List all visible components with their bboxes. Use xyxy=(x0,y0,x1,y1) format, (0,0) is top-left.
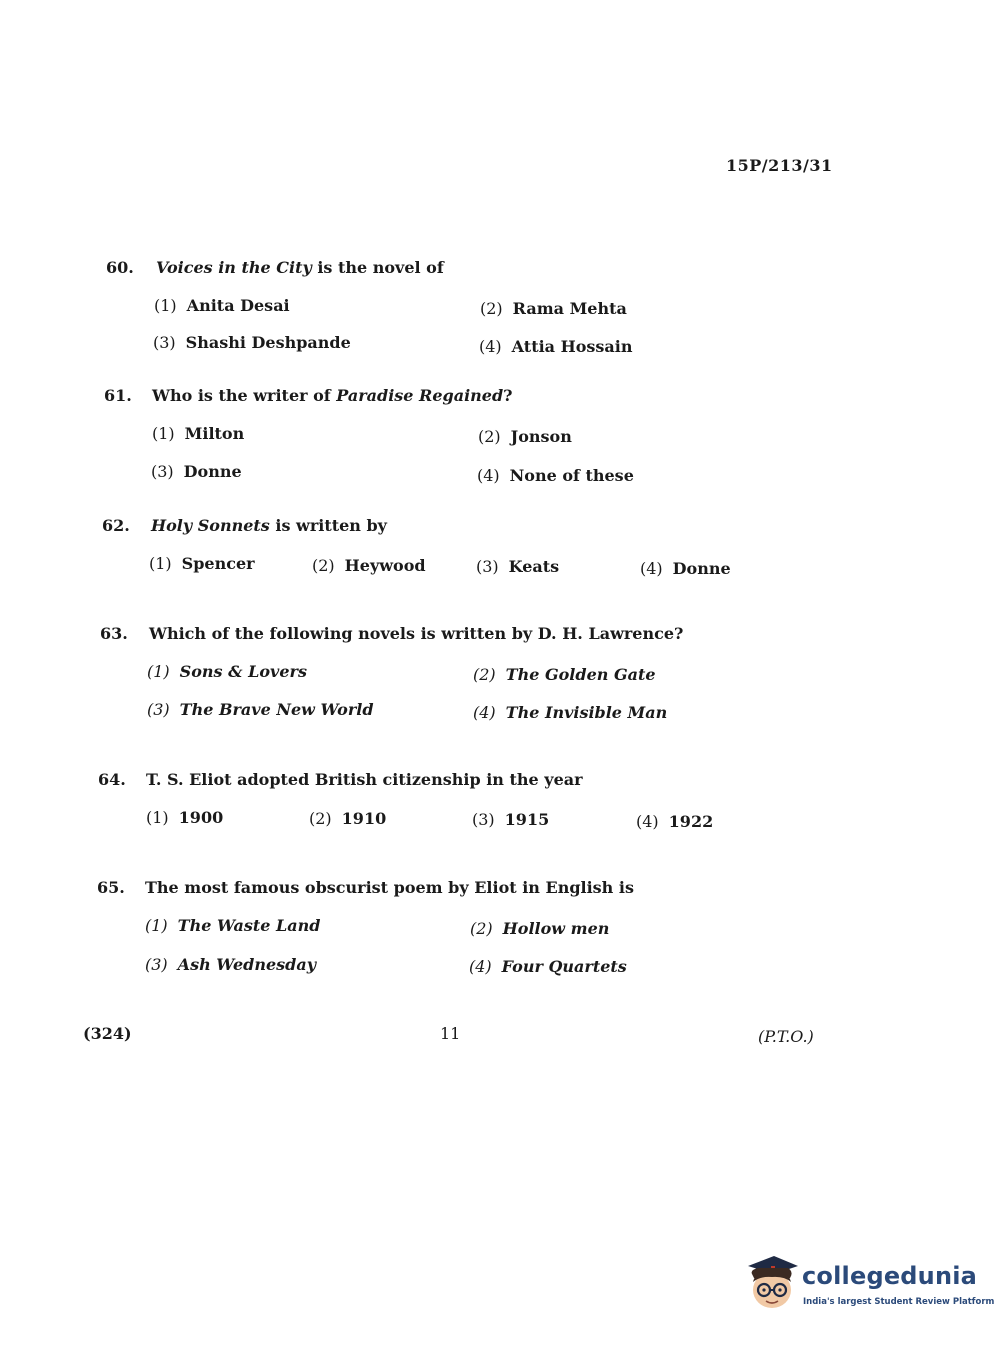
option-text: Hollow men xyxy=(502,919,610,938)
option xyxy=(154,296,290,315)
option xyxy=(153,333,351,352)
option xyxy=(478,427,572,446)
question-number: 64. xyxy=(98,770,126,789)
question-number: 60. xyxy=(106,258,134,277)
question-number: 63. xyxy=(100,624,128,643)
mascot-icon xyxy=(744,1252,800,1314)
option-text: 1900 xyxy=(178,808,224,827)
option-number: (2) xyxy=(312,556,335,575)
question-text-head: Who is the writer of xyxy=(152,386,337,405)
question-text: Which of the following novels is written by D. H. Lawrence? xyxy=(149,624,684,643)
option-text: Four Quartets xyxy=(501,957,627,976)
question-title-italic: Voices in the City xyxy=(156,258,312,277)
option-text: The Invisible Man xyxy=(505,703,668,722)
option xyxy=(479,337,632,356)
option-text: Anita Desai xyxy=(186,296,290,315)
option-number: (3) xyxy=(476,557,499,576)
option xyxy=(470,919,609,938)
question-text-tail: is written by xyxy=(269,516,387,535)
option xyxy=(473,665,656,684)
option-number: (4) xyxy=(479,337,502,356)
option xyxy=(145,916,321,935)
option xyxy=(147,700,374,719)
option xyxy=(477,466,634,485)
question-text: T. S. Eliot adopted British citizenship in the year xyxy=(146,770,583,789)
option-text: Rama Mehta xyxy=(512,299,627,318)
option xyxy=(476,557,559,576)
option-number: (3) xyxy=(151,462,174,481)
question-number: 62. xyxy=(102,516,130,535)
booklet-code: (324) xyxy=(83,1024,132,1043)
option xyxy=(469,957,627,976)
option-number: (2) xyxy=(309,809,332,828)
option xyxy=(145,955,316,974)
option xyxy=(152,424,244,443)
option-number: (1) xyxy=(149,554,172,573)
option-text: Donne xyxy=(183,462,242,481)
option xyxy=(473,703,667,722)
option-number: (4) xyxy=(473,703,496,722)
option-text: None of these xyxy=(509,466,634,485)
option xyxy=(472,810,549,829)
option-number: (3) xyxy=(153,333,176,352)
option-text: The Golden Gate xyxy=(505,665,656,684)
option-number: (2) xyxy=(480,299,503,318)
option-number: (1) xyxy=(146,808,169,827)
option-number: (4) xyxy=(469,957,492,976)
option-number: (1) xyxy=(147,662,170,681)
question-number: 61. xyxy=(104,386,132,405)
option-number: (1) xyxy=(145,916,168,935)
page-number: 11 xyxy=(440,1024,461,1043)
option-number: (4) xyxy=(636,812,659,831)
option-number: (1) xyxy=(154,296,177,315)
option-text: Heywood xyxy=(344,556,426,575)
option-number: (4) xyxy=(640,559,663,578)
option-text: Keats xyxy=(508,557,560,576)
option xyxy=(147,662,307,681)
question-text xyxy=(151,516,387,535)
option-text: Milton xyxy=(184,424,245,443)
option-text: Jonson xyxy=(510,427,572,446)
option xyxy=(309,809,386,828)
option-text: Ash Wednesday xyxy=(177,955,316,974)
logo-wordmark: collegedunia xyxy=(802,1262,978,1290)
option-text: 1915 xyxy=(504,810,550,829)
option-number: (2) xyxy=(470,919,493,938)
option xyxy=(640,559,731,578)
option-number: (2) xyxy=(478,427,501,446)
question-text xyxy=(152,386,513,405)
question-title-italic: Paradise Regained xyxy=(336,386,504,405)
logo-tagline: India's largest Student Review Platform xyxy=(803,1297,995,1307)
question-text xyxy=(156,258,444,277)
option-text: Donne xyxy=(672,559,731,578)
option xyxy=(636,812,713,831)
option xyxy=(312,556,426,575)
option-number: (4) xyxy=(477,466,500,485)
question-text: The most famous obscurist poem by Eliot in English is xyxy=(145,878,634,897)
option-number: (3) xyxy=(147,700,170,719)
option-text: 1922 xyxy=(668,812,714,831)
option-text: 1910 xyxy=(341,809,387,828)
paper-code: 15P/213/31 xyxy=(726,156,833,175)
question-title-italic: Holy Sonnets xyxy=(151,516,270,535)
option xyxy=(146,808,223,827)
option-number: (2) xyxy=(473,665,496,684)
option-text: The Brave New World xyxy=(179,700,374,719)
option xyxy=(480,299,627,318)
option xyxy=(149,554,255,573)
question-text-tail: ? xyxy=(503,386,513,405)
option xyxy=(151,462,242,481)
option-number: (3) xyxy=(472,810,495,829)
please-turn-over: (P.T.O.) xyxy=(758,1027,814,1046)
option-text: Attia Hossain xyxy=(511,337,633,356)
option-text: The Waste Land xyxy=(177,916,321,935)
option-text: Shashi Deshpande xyxy=(185,333,351,352)
option-text: Spencer xyxy=(181,554,255,573)
question-number: 65. xyxy=(97,878,125,897)
option-text: Sons & Lovers xyxy=(179,662,307,681)
question-text-tail: is the novel of xyxy=(311,258,444,277)
option-number: (3) xyxy=(145,955,168,974)
collegedunia-logo xyxy=(744,1252,995,1314)
option-number: (1) xyxy=(152,424,175,443)
